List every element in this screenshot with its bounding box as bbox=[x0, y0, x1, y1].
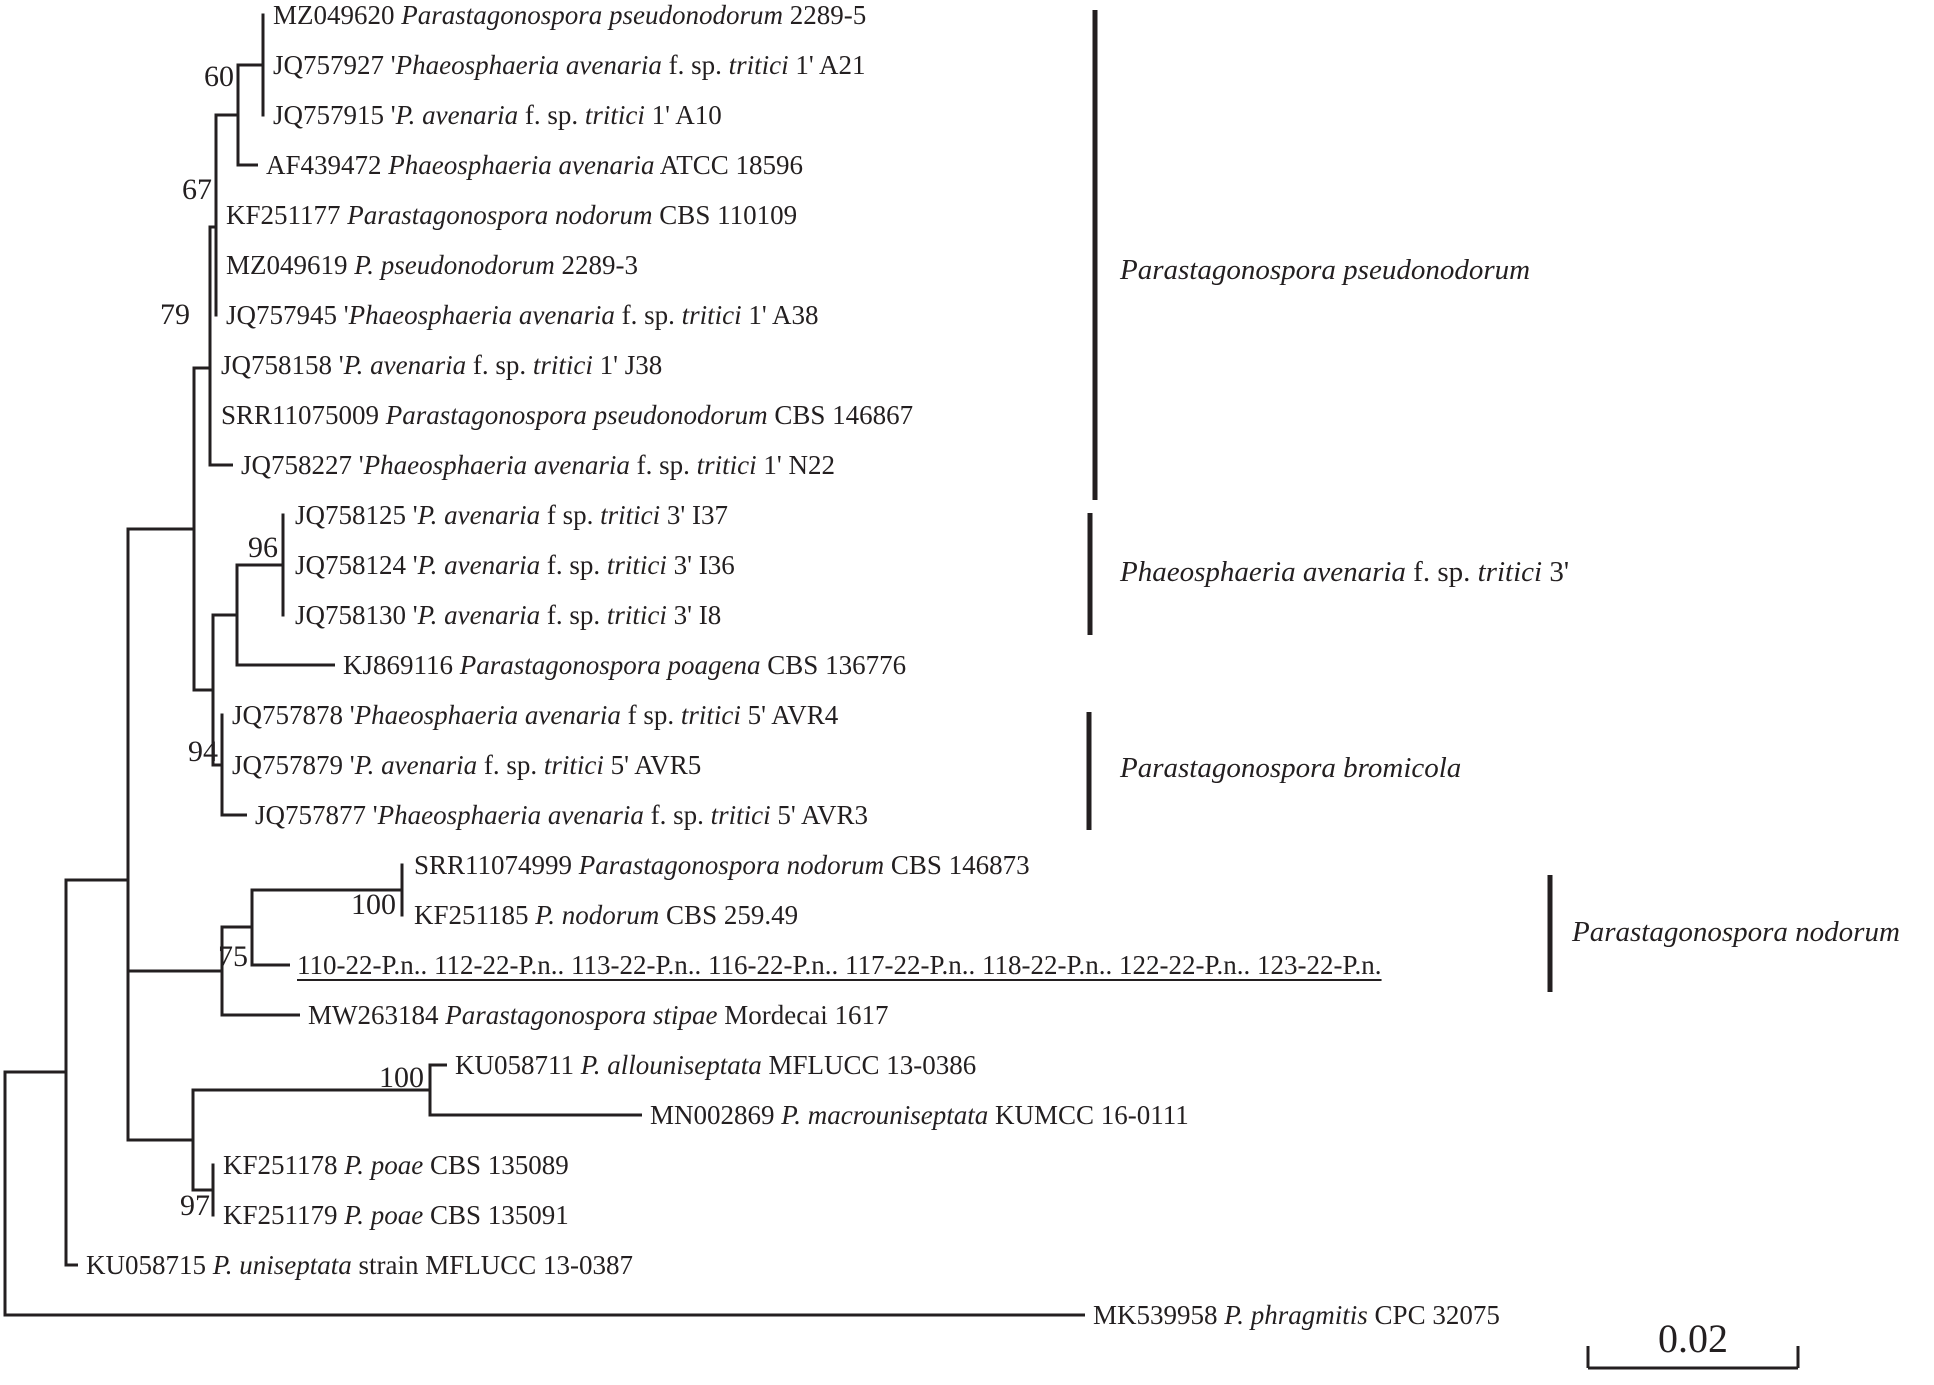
taxon-text: 1' J38 bbox=[592, 350, 663, 380]
taxon-text: strain MFLUCC 13-0387 bbox=[351, 1250, 634, 1280]
taxon-text: 1' A21 bbox=[788, 50, 866, 80]
taxon-name-italic: P. avenaria bbox=[354, 750, 478, 780]
taxon-name-italic: Parastagonospora pseudonodorum bbox=[1120, 254, 1531, 286]
taxon-text: f sp. bbox=[620, 700, 681, 730]
taxon-name-italic: tritici bbox=[606, 550, 667, 580]
taxon-text: KUMCC 16-0111 bbox=[988, 1100, 1189, 1130]
taxon-text: 2289-5 bbox=[783, 0, 867, 30]
taxon-name-italic: tritici bbox=[696, 450, 757, 480]
taxon-name-italic: Phaeosphaeria avenaria bbox=[377, 800, 644, 830]
bootstrap-value: 100 bbox=[351, 888, 396, 921]
taxon-text: ATCC 18596 bbox=[654, 150, 803, 180]
taxon-name-italic: P. avenaria bbox=[343, 350, 467, 380]
taxon-text: 1' A10 bbox=[644, 100, 722, 130]
taxon-text: CBS 135091 bbox=[423, 1200, 569, 1230]
bootstrap-value: 75 bbox=[218, 940, 248, 973]
taxon-text: 3' I37 bbox=[660, 500, 728, 530]
taxon-text: JQ757877 ' bbox=[255, 800, 378, 830]
taxon-text: JQ758130 ' bbox=[295, 600, 418, 630]
taxon-name-italic: tritici bbox=[1477, 556, 1543, 588]
taxon-label-19 bbox=[414, 899, 798, 931]
taxon-text: 110-22-P.n.. 112-22-P.n.. 113-22-P.n.. 116-22-P.n.. 117-22-P.n.. 118-22-P.n.. 122-22-P.n.. 123-22-P.n. bbox=[297, 950, 1382, 980]
taxon-label-24 bbox=[223, 1149, 569, 1181]
taxon-text: f. sp. bbox=[466, 350, 533, 380]
taxon-text: CPC 32075 bbox=[1367, 1300, 1500, 1330]
taxon-text: MK539958 bbox=[1093, 1300, 1225, 1330]
taxon-text: SRR11074999 bbox=[414, 850, 579, 880]
taxon-text: JQ758124 ' bbox=[295, 550, 418, 580]
taxon-text: 3' I36 bbox=[666, 550, 735, 580]
taxon-label-16 bbox=[232, 749, 701, 781]
taxon-text: KF251178 bbox=[223, 1150, 345, 1180]
taxon-label-17 bbox=[255, 799, 868, 831]
taxon-text: MZ049619 bbox=[226, 250, 355, 280]
taxon-text: KF251185 bbox=[414, 900, 536, 930]
taxon-text: f. sp. bbox=[1405, 556, 1478, 588]
taxon-text: 1' N22 bbox=[756, 450, 835, 480]
taxon-label-13 bbox=[295, 599, 721, 631]
clade-label-4 bbox=[1572, 915, 1900, 949]
taxon-label-18 bbox=[414, 849, 1030, 881]
taxon-label-14 bbox=[343, 649, 906, 681]
taxon-text: f. sp. bbox=[614, 300, 682, 330]
taxon-text: f. sp. bbox=[477, 750, 544, 780]
taxon-name-italic: P. poae bbox=[344, 1150, 424, 1180]
taxon-text: AF439472 bbox=[266, 150, 389, 180]
taxon-text: CBS 146867 bbox=[767, 400, 914, 430]
taxon-text: SRR11075009 bbox=[221, 400, 386, 430]
taxon-name-italic: tritici bbox=[600, 500, 661, 530]
taxon-text: CBS 259.49 bbox=[659, 900, 799, 930]
taxon-label-26 bbox=[86, 1249, 633, 1281]
taxon-label-3 bbox=[273, 99, 722, 131]
taxon-label-6 bbox=[226, 249, 638, 281]
taxon-text: KU058711 bbox=[455, 1050, 581, 1080]
taxon-text: f. sp. bbox=[540, 550, 607, 580]
taxon-text: 3' bbox=[1542, 556, 1570, 588]
taxon-name-italic: Parastagonospora stipae bbox=[445, 1000, 718, 1030]
taxon-name-italic: Parastagonospora bromicola bbox=[1120, 752, 1462, 784]
bootstrap-value: 97 bbox=[180, 1189, 210, 1222]
taxon-name-italic: Parastagonospora nodorum bbox=[347, 200, 653, 230]
taxon-text: CBS 135089 bbox=[423, 1150, 569, 1180]
taxon-text: CBS 136776 bbox=[760, 650, 907, 680]
taxon-text: 1' A38 bbox=[741, 300, 819, 330]
taxon-name-italic: Parastagonospora nodorum bbox=[1572, 916, 1900, 948]
bootstrap-value: 60 bbox=[204, 60, 234, 93]
taxon-name-italic: tritici bbox=[543, 750, 604, 780]
taxon-text: JQ757878 ' bbox=[232, 700, 355, 730]
taxon-text: 5' AVR4 bbox=[740, 700, 839, 730]
taxon-text: KF251179 bbox=[223, 1200, 345, 1230]
taxon-text: CBS 146873 bbox=[884, 850, 1030, 880]
taxon-label-7 bbox=[226, 299, 818, 331]
taxon-text: KF251177 bbox=[226, 200, 348, 230]
taxon-label-8 bbox=[221, 349, 662, 381]
taxon-name-italic: Phaeosphaeria avenaria bbox=[348, 300, 615, 330]
taxon-name-italic: P. avenaria bbox=[417, 600, 541, 630]
taxon-name-italic: Phaeosphaeria avenaria bbox=[1120, 556, 1406, 588]
taxon-name-italic: tritici bbox=[710, 800, 771, 830]
taxon-label-10 bbox=[241, 449, 835, 481]
taxon-name-italic: P. pseudonodorum bbox=[354, 250, 555, 280]
taxon-text: JQ757945 ' bbox=[226, 300, 349, 330]
taxon-text: JQ757915 ' bbox=[273, 100, 396, 130]
taxon-text: JQ758125 ' bbox=[295, 500, 418, 530]
taxon-label-23 bbox=[650, 1099, 1189, 1131]
taxon-name-italic: P. uniseptata bbox=[212, 1250, 352, 1280]
taxon-name-italic: Phaeosphaeria avenaria bbox=[388, 150, 655, 180]
taxon-label-15 bbox=[232, 699, 838, 731]
taxon-name-italic: P. poae bbox=[344, 1200, 424, 1230]
bootstrap-value: 100 bbox=[379, 1061, 424, 1094]
taxon-text: MZ049620 bbox=[273, 0, 402, 30]
taxon-name-italic: tritici bbox=[728, 50, 789, 80]
taxon-name-italic: tritici bbox=[606, 600, 667, 630]
taxon-text: f. sp. bbox=[540, 600, 607, 630]
taxon-text: 5' AVR3 bbox=[770, 800, 868, 830]
taxon-name-italic: tritici bbox=[532, 350, 593, 380]
taxon-text: f. sp. bbox=[629, 450, 697, 480]
taxon-text: CBS 110109 bbox=[652, 200, 798, 230]
taxon-label-9 bbox=[221, 399, 913, 431]
taxon-name-italic: P. avenaria bbox=[395, 100, 519, 130]
taxon-text: f. sp. bbox=[661, 50, 729, 80]
taxon-name-italic: P. nodorum bbox=[535, 900, 660, 930]
taxon-text: Mordecai 1617 bbox=[717, 1000, 889, 1030]
taxon-label-21 bbox=[308, 999, 888, 1031]
taxon-name-italic: P. avenaria bbox=[417, 500, 541, 530]
taxon-name-italic: Phaeosphaeria avenaria bbox=[354, 700, 621, 730]
taxon-name-italic: P. phragmitis bbox=[1224, 1300, 1368, 1330]
taxon-text: JQ757879 ' bbox=[232, 750, 355, 780]
taxon-text: MW263184 bbox=[308, 1000, 446, 1030]
taxon-name-italic: tritici bbox=[680, 700, 741, 730]
taxon-name-italic: P. allouniseptata bbox=[580, 1050, 762, 1080]
scale-bar-label: 0.02 bbox=[1658, 1316, 1728, 1361]
taxon-text: MFLUCC 13-0386 bbox=[761, 1050, 977, 1080]
taxon-label-11 bbox=[295, 499, 728, 531]
taxon-name-italic: Phaeosphaeria avenaria bbox=[395, 50, 662, 80]
taxon-text: JQ758227 ' bbox=[241, 450, 364, 480]
clade-label-2 bbox=[1120, 555, 1569, 589]
taxon-text: f. sp. bbox=[643, 800, 711, 830]
clade-label-3 bbox=[1120, 751, 1461, 785]
taxon-label-5 bbox=[226, 199, 797, 231]
taxon-name-italic: Phaeosphaeria avenaria bbox=[363, 450, 630, 480]
bootstrap-value: 79 bbox=[160, 298, 190, 331]
taxon-text: 2289-3 bbox=[554, 250, 639, 280]
taxon-text: KU058715 bbox=[86, 1250, 213, 1280]
bootstrap-value: 67 bbox=[182, 173, 212, 206]
clade-label-1 bbox=[1120, 253, 1530, 287]
taxon-label-1 bbox=[273, 0, 866, 31]
taxon-label-25 bbox=[223, 1199, 569, 1231]
taxon-name-italic: Parastagonospora poagena bbox=[459, 650, 761, 680]
taxon-name-italic: tritici bbox=[584, 100, 645, 130]
taxon-label-20 bbox=[297, 949, 1382, 981]
taxon-text: 5' AVR5 bbox=[603, 750, 702, 780]
taxon-text: MN002869 bbox=[650, 1100, 782, 1130]
taxon-text: JQ757927 ' bbox=[273, 50, 396, 80]
taxon-label-27 bbox=[1093, 1299, 1500, 1331]
taxon-name-italic: tritici bbox=[681, 300, 742, 330]
taxon-text: f sp. bbox=[540, 500, 601, 530]
taxon-label-2 bbox=[273, 49, 865, 81]
taxon-text: 3' I8 bbox=[666, 600, 722, 630]
taxon-label-4 bbox=[266, 149, 803, 181]
taxon-text: JQ758158 ' bbox=[221, 350, 344, 380]
bootstrap-value: 96 bbox=[248, 531, 278, 564]
taxon-name-italic: Parastagonospora pseudonodorum bbox=[401, 0, 784, 30]
taxon-text: f. sp. bbox=[518, 100, 585, 130]
bootstrap-value: 94 bbox=[188, 735, 218, 768]
taxon-label-12 bbox=[295, 549, 735, 581]
taxon-text: KJ869116 bbox=[343, 650, 460, 680]
taxon-name-italic: Parastagonospora nodorum bbox=[578, 850, 885, 880]
taxon-name-italic: P. macrouniseptata bbox=[781, 1100, 989, 1130]
taxon-label-22 bbox=[455, 1049, 976, 1081]
taxon-name-italic: Parastagonospora pseudonodorum bbox=[385, 400, 768, 430]
taxon-name-italic: P. avenaria bbox=[417, 550, 541, 580]
